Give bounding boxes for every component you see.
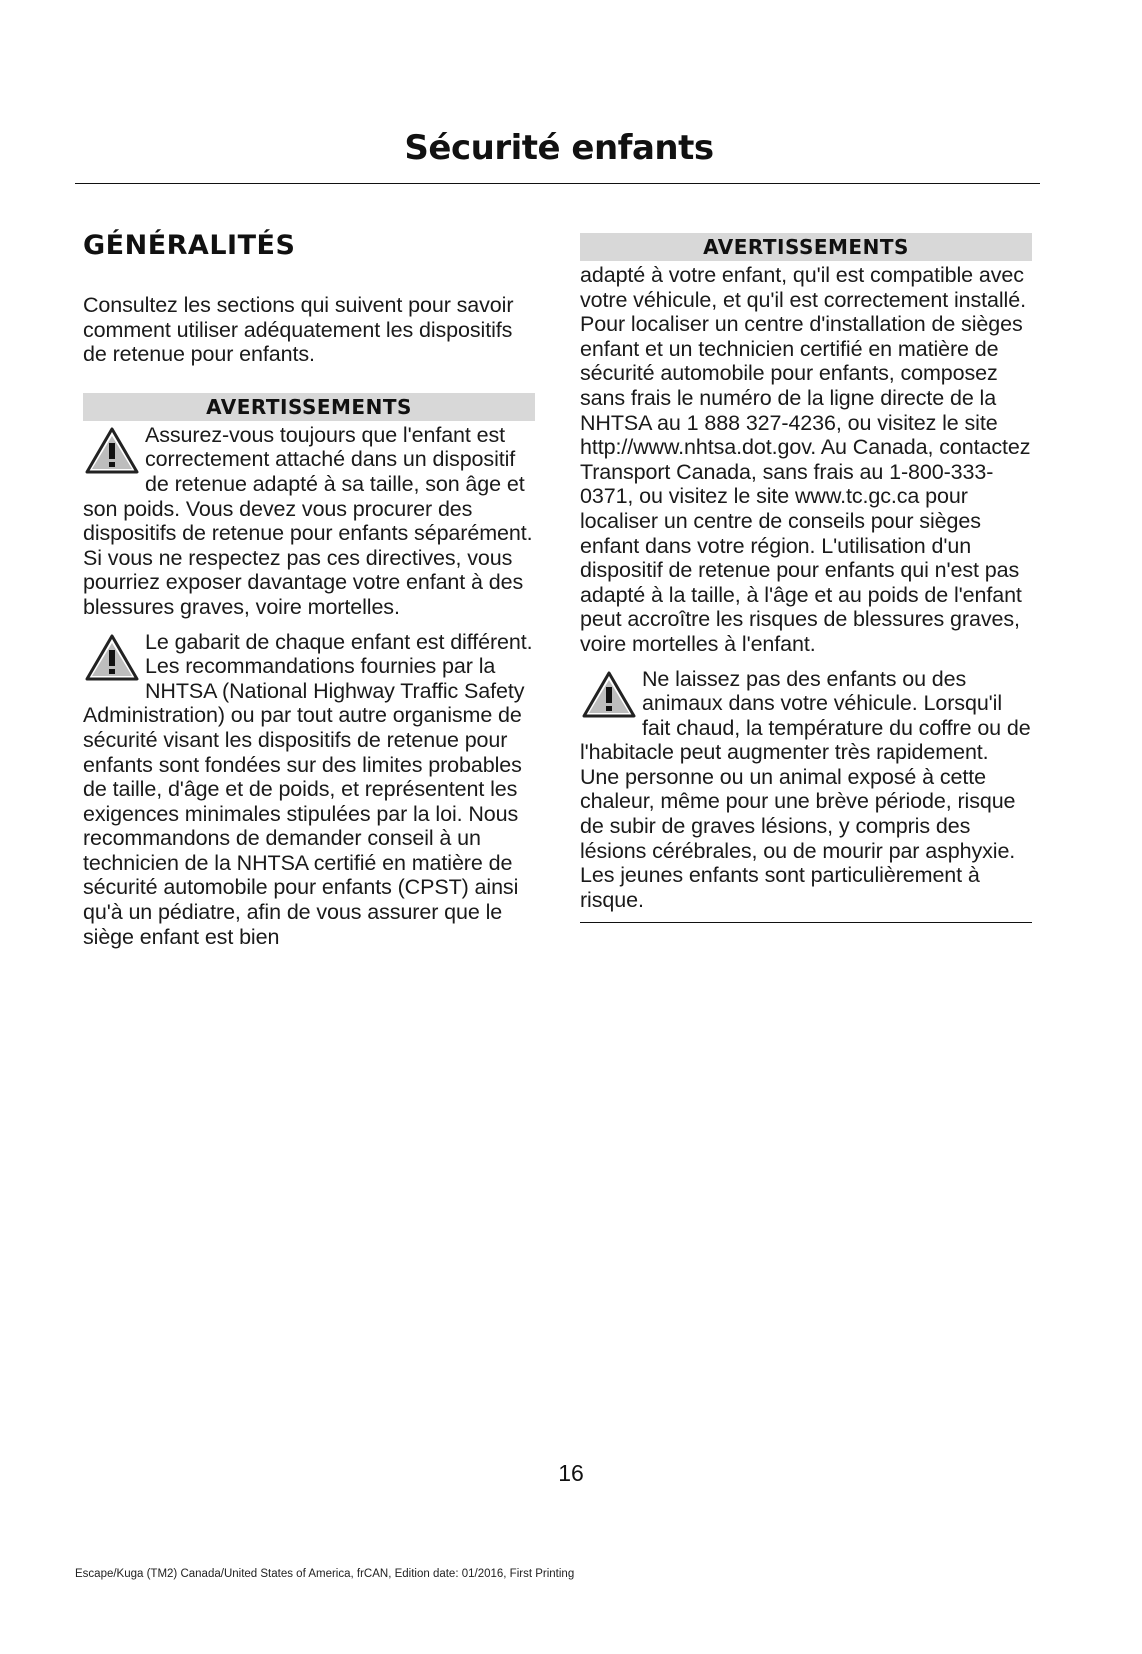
warning-continuation: adapté à votre enfant, qu'il est compatible avec votre véhicule, et qu'il est correctement installé. Pour localiser un centre d'installation de sièges enfant et un technicien certifié en matière de sécurité automobile pour enfants, composez sans frais le numéro de la ligne directe de la NHTSA au 1 888 327-4236, ou visitez le site http://www.nhtsa.dot.gov. Au Canada, contactez Transport Canada, sans frais au 1-800-333-0371, ou visitez le site www.tc.gc.ca pour localiser un centre de conseils pour sièges enfant dans votre région. L'utilisation d'un dispositif de retenue pour enfants qui n'est pas adapté à la taille, à l'âge et au poids de l'enfant peut accroître les risques de blessures graves, voire mortelles à l'enfant. <box>580 263 1031 656</box>
warnings-end-divider <box>580 922 1032 923</box>
warning-triangle-icon <box>83 425 141 477</box>
intro-paragraph: Consultez les sections qui suivent pour savoir comment utiliser adéquatement les dispositifs de retenue pour enfants. <box>83 293 514 367</box>
title-divider <box>75 183 1040 184</box>
warnings-header: AVERTISSEMENTS <box>83 393 535 421</box>
right-column <box>580 233 1032 923</box>
warning-text: Ne laissez pas des enfants ou des animaux dans votre véhicule. Lorsqu'il fait chaud, la température du coffre ou de l'habitacle peut augmenter très rapidement. Une personne ou un animal exposé à cette chaleur, même pour une brève période, risque de subir de graves lésions, y compris des lésions cérébrales, ou de mourir par asphyxie. Les jeunes enfants sont particulièrement à risque. <box>580 666 1031 912</box>
left-column <box>83 230 535 959</box>
warning-item <box>580 667 1032 913</box>
warning-text: Assurez-vous toujours que l'enfant est correctement attaché dans un dispositif de retenue adapté à sa taille, son âge et son poids. Vous devez vous procurer des dispositifs de retenue pour enfants séparément. Si vous ne respectez pas ces directives, vous pourriez exposer davantage votre enfant à des blessures graves, voire mortelles. <box>83 422 533 619</box>
warning-item <box>83 630 535 950</box>
warning-item <box>83 423 535 620</box>
warning-text: Le gabarit de chaque enfant est différent. Les recommandations fournies par la NHTSA (National Highway Traffic Safety Administration) ou par tout autre organisme de sécurité visant les dispositifs de retenue pour enfants sont fondées sur des limites probables de taille, d'âge et de poids, et représentent les exigences minimales stipulées par la loi. Nous recommandons de demander conseil à un technicien de la NHTSA certifié en matière de sécurité automobile pour enfants (CPST) ainsi qu'à un pédiatre, afin de vous assurer que le siège enfant est bien <box>83 629 533 949</box>
warning-triangle-icon <box>580 669 638 721</box>
warning-triangle-icon <box>83 632 141 684</box>
page-number: 16 <box>558 1460 584 1486</box>
section-heading: GÉNÉRALITÉS <box>83 230 296 261</box>
page-title: Sécurité enfants <box>404 128 714 168</box>
warnings-header: AVERTISSEMENTS <box>580 233 1032 261</box>
footer-edition-info: Escape/Kuga (TM2) Canada/United States of America, frCAN, Edition date: 01/2016, First Printing <box>75 1568 575 1580</box>
